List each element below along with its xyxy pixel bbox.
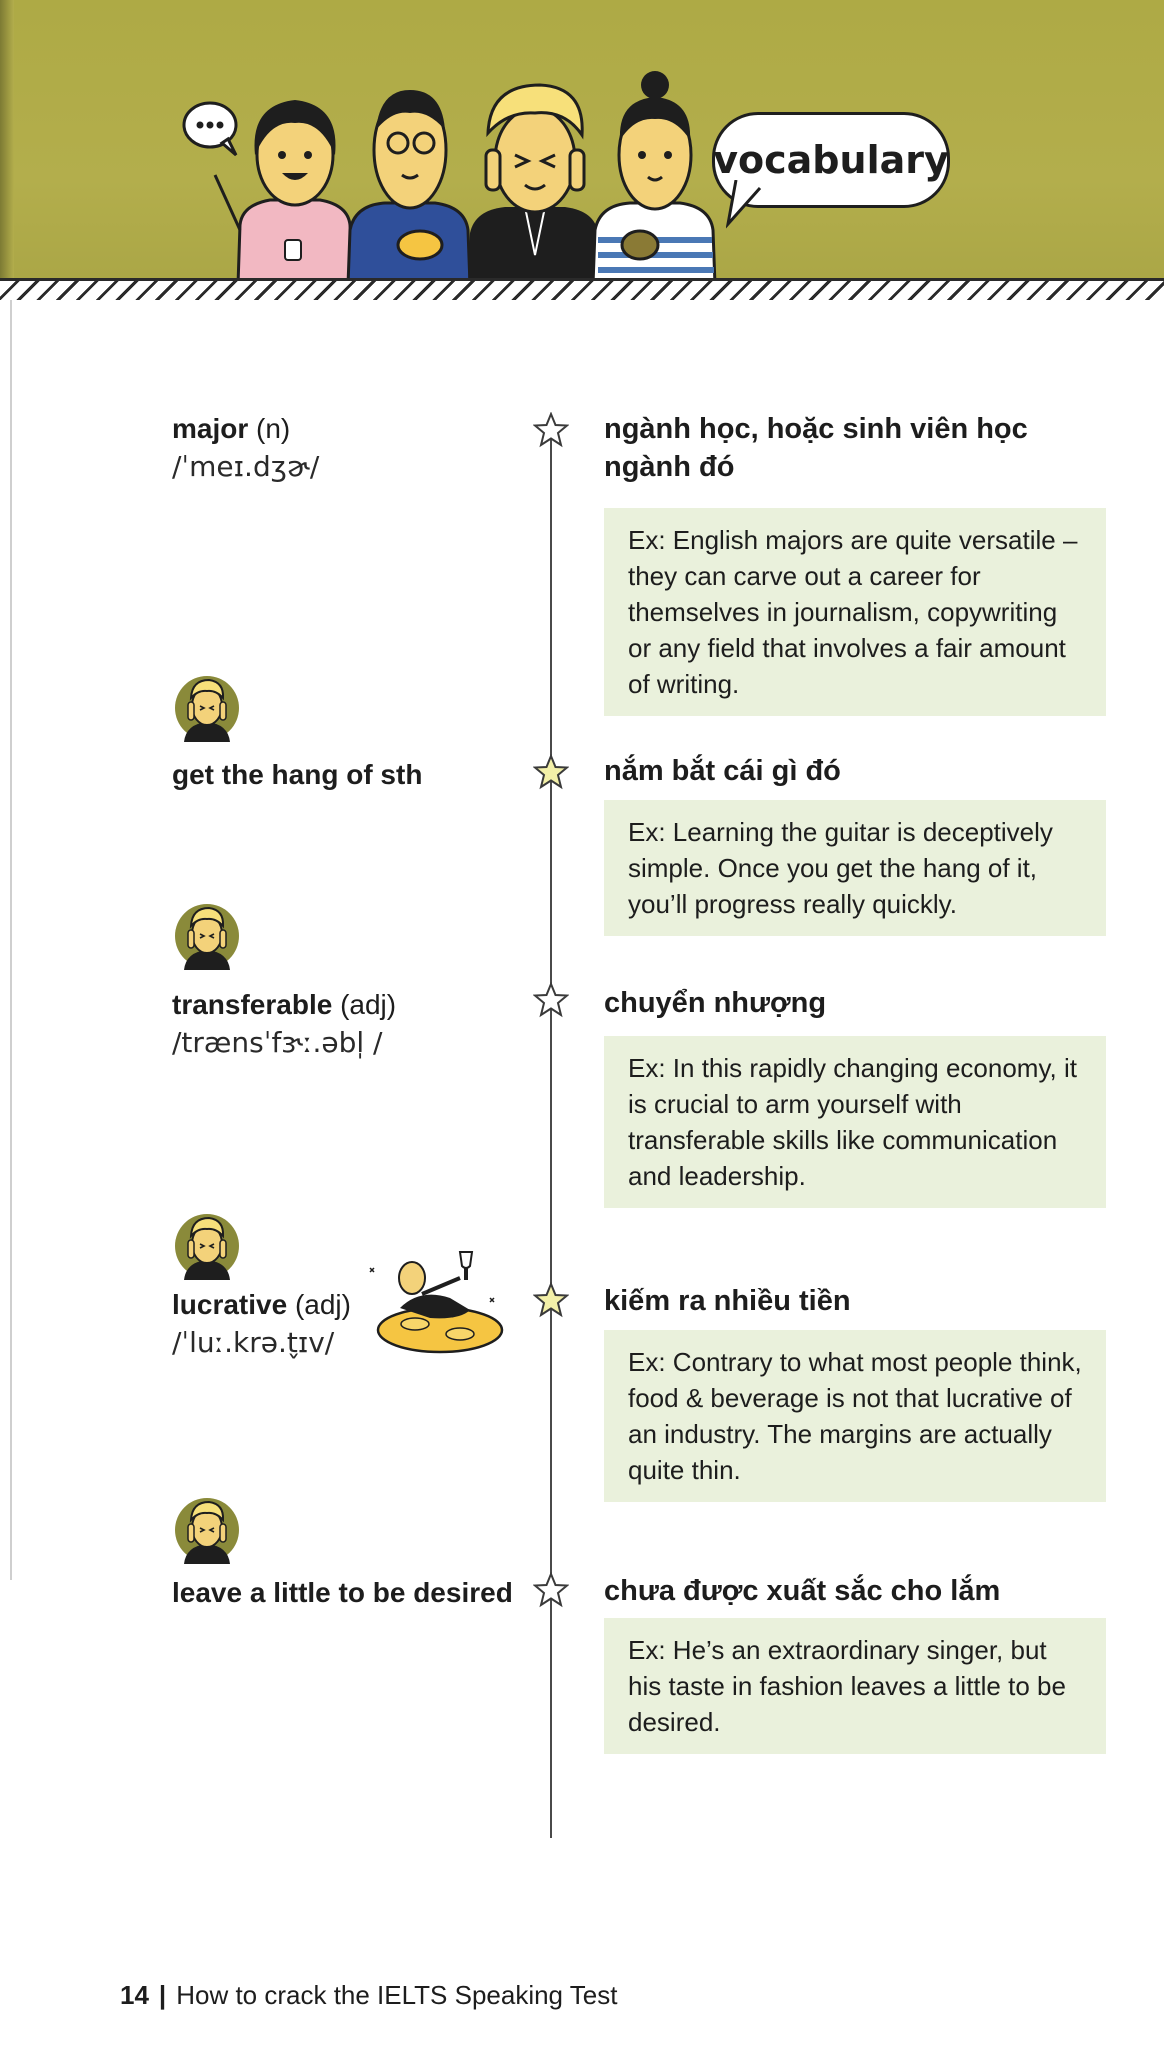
ellipsis-speech-icon — [184, 103, 236, 155]
term-phonetic: /ˈluː.krə.t̬ɪv/ — [172, 1326, 335, 1359]
star-yellow-icon — [533, 754, 569, 790]
term-word: major — [172, 413, 249, 444]
term-meaning: chuyển nhượng — [604, 987, 827, 1019]
term-meaning: chưa được xuất sắc cho lắm — [604, 1575, 1001, 1607]
term-pos: (adj) — [287, 1289, 351, 1320]
term-lucrative — [172, 1286, 351, 1324]
star-outline-icon — [533, 982, 569, 1018]
bubble-tail — [726, 180, 776, 230]
book-title: How to crack the IELTS Speaking Test — [176, 1980, 618, 2010]
term-meaning: nắm bắt cái gì đó — [604, 755, 841, 787]
page-binding-line — [10, 300, 12, 1580]
page-footer — [120, 1980, 617, 2011]
term-leave-a-little-to-be-desired — [172, 1574, 513, 1612]
character-avatar-icon — [174, 672, 240, 742]
character-avatar-icon — [174, 1494, 240, 1564]
term-major — [172, 410, 290, 448]
example-box: Ex: English majors are quite versatile – they can carve out a career for themselves in journalism, copywriting or any field that involves a fair amount of writing. — [604, 508, 1106, 716]
example-box: Ex: Learning the guitar is deceptively simple. Once you get the hang of it, you’ll progress really quickly. — [604, 800, 1106, 936]
term-pos: (adj) — [332, 989, 397, 1020]
example-box: Ex: He’s an extraordinary singer, but his taste in fashion leaves a little to be desired. — [604, 1618, 1106, 1754]
term-word: get the hang of sth — [172, 759, 423, 790]
term-phonetic: /trænsˈfɝː.əbl̩ / — [172, 1026, 383, 1059]
page-curve — [0, 300, 1164, 340]
rich-man-on-gold-illustration — [360, 1238, 510, 1358]
star-outline-icon — [533, 1572, 569, 1608]
term-transferable — [172, 986, 396, 1024]
character-avatar-icon — [174, 1210, 240, 1280]
term-meaning: kiếm ra nhiều tiền — [604, 1285, 851, 1317]
timeline-line — [550, 418, 552, 1838]
page-edge-shadow — [0, 0, 14, 300]
star-outline-icon — [533, 412, 569, 448]
star-yellow-icon — [533, 1282, 569, 1318]
term-word: transferable — [172, 989, 333, 1020]
footer-separator: | — [158, 1980, 167, 2010]
term-word: leave a little to be desired — [172, 1577, 513, 1608]
vocabulary-bubble: vocabulary — [712, 112, 950, 208]
term-word: lucrative — [172, 1289, 288, 1320]
character-avatar-icon — [174, 900, 240, 970]
example-box: Ex: Contrary to what most people think, food & beverage is not that lucrative of an industry. The margins are actually quite thin. — [604, 1330, 1106, 1502]
page-number: 14 — [120, 1980, 149, 2010]
term-meaning: ngành học, hoặc sinh viên học ngành đó — [604, 413, 1028, 483]
header-banner — [0, 0, 1164, 300]
term-pos: (n) — [248, 413, 291, 444]
cartoon-characters-illustration — [170, 55, 730, 285]
hatched-divider — [0, 278, 1164, 300]
term-phonetic: /ˈmeɪ.dʒɚ/ — [172, 450, 320, 483]
term-get-the-hang-of-sth — [172, 756, 422, 794]
example-box: Ex: In this rapidly changing economy, it is crucial to arm yourself with transferable skills like communication and leadership. — [604, 1036, 1106, 1208]
